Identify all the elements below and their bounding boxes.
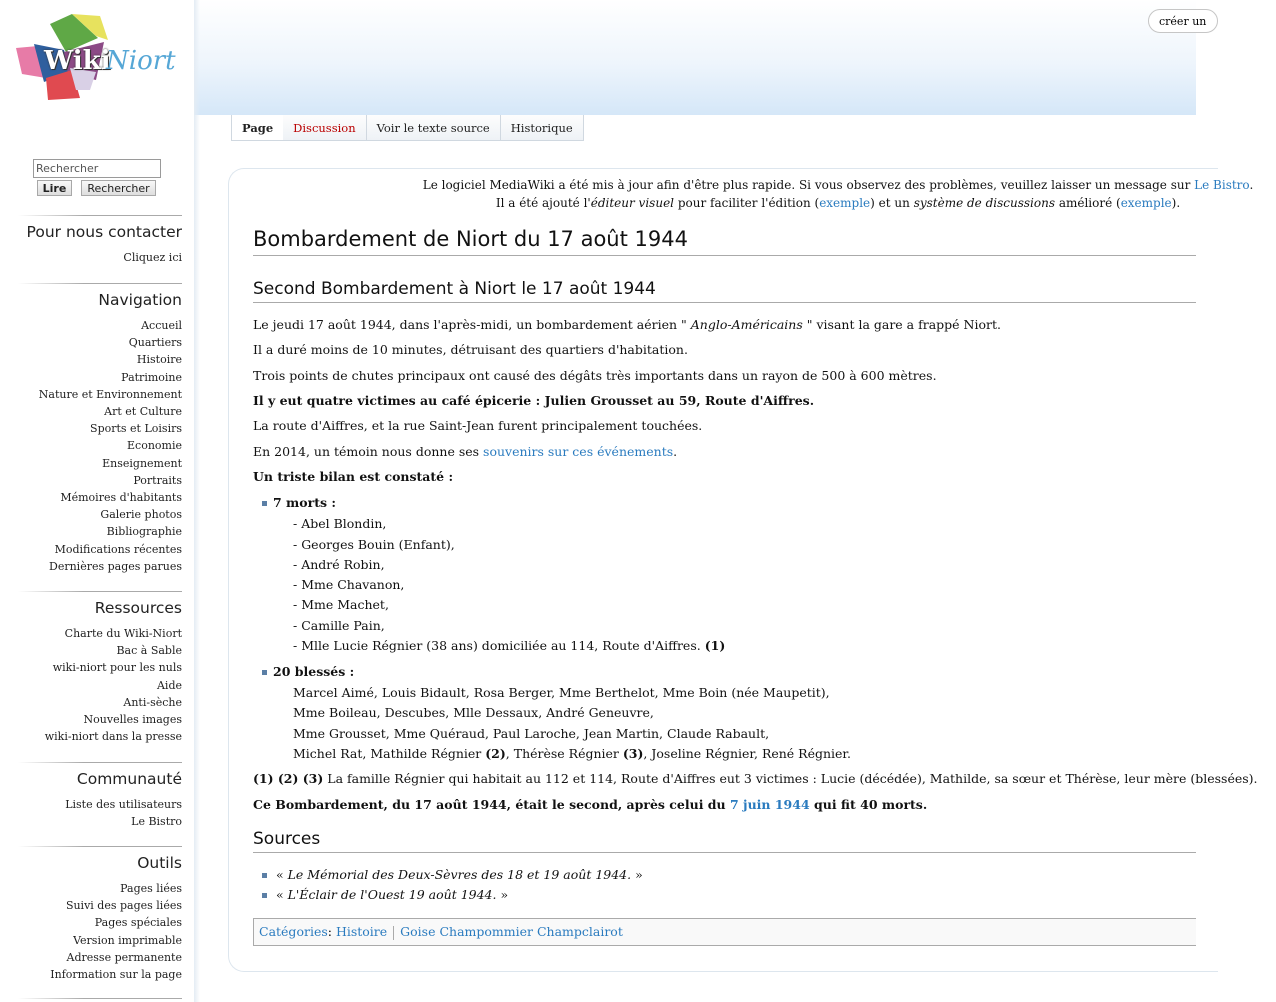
- notice-em: éditeur visuel: [590, 196, 675, 210]
- notice-em: système de discussions: [913, 196, 1055, 210]
- note-ref: (1): [704, 638, 726, 653]
- paragraph-bold: [253, 797, 927, 812]
- portal-navigation: [18, 283, 182, 575]
- sidebar-item-quartiers[interactable]: Quartiers: [128, 336, 182, 350]
- bullet-icon: [262, 893, 267, 898]
- sidebar-item-related-changes[interactable]: Suivi des pages liées: [65, 899, 182, 913]
- sidebar-item-charte[interactable]: Charte du Wiki-Niort: [64, 627, 182, 640]
- note-refs: (1) (2) (3): [253, 771, 324, 786]
- logo-text-wiki: Wiki: [44, 46, 111, 76]
- sidebar-item-sandbox[interactable]: Bac à Sable: [116, 644, 182, 658]
- colon: :: [327, 924, 336, 939]
- portal-title: Pour nous contacter: [26, 223, 182, 241]
- text: En 2014, un témoin nous donne ses: [253, 444, 484, 459]
- sidebar-item-nature[interactable]: Nature et Environnement: [38, 387, 182, 401]
- portal-title: Communauté: [76, 770, 182, 788]
- portal-title: Outils: [137, 854, 182, 872]
- paragraph: La route d'Aiffres, et la rue Saint-Jean furent principalement touchées.: [253, 418, 703, 433]
- portal-title: Navigation: [98, 291, 182, 309]
- note-ref: (2): [485, 746, 506, 761]
- text: »: [631, 867, 643, 882]
- june-1944-link[interactable]: 7 juin 1944: [730, 797, 810, 812]
- tab-discussion[interactable]: Discussion: [283, 115, 366, 141]
- tab-view-source[interactable]: Voir le texte source: [367, 115, 501, 141]
- page-title: Bombardement de Niort du 17 août 1944: [253, 227, 688, 251]
- sidebar-item-enseignement[interactable]: Enseignement: [102, 456, 182, 470]
- paragraph: [253, 444, 677, 459]
- portal-divider: [18, 591, 182, 592]
- dead-label: 7 morts :: [273, 495, 336, 510]
- text: «: [276, 867, 288, 882]
- section-heading: Second Bombardement à Niort le 17 août 1944: [253, 279, 656, 299]
- notice-text: ).: [1171, 196, 1181, 210]
- list-item: [293, 746, 851, 761]
- list-item: - Abel Blondin,: [293, 516, 387, 531]
- title-rule: [253, 255, 1196, 256]
- sidebar-item-recent-changes[interactable]: Modifications récentes: [54, 542, 182, 556]
- sidebar-item-sports[interactable]: Sports et Loisirs: [90, 422, 182, 436]
- text: - Mlle Lucie Régnier (38 ans) domiciliée au 114, Route d'Aiffres.: [293, 638, 705, 653]
- sidebar-item-galerie[interactable]: Galerie photos: [100, 508, 182, 522]
- category-goise[interactable]: Goise Champommier Champclairot: [400, 924, 623, 939]
- notice-text: Il a été ajouté l': [495, 196, 591, 210]
- notice-text: pour faciliter l'édition (: [674, 196, 820, 210]
- sidebar-shadow: [194, 0, 200, 1002]
- portal-divider: [18, 998, 182, 999]
- example-link-2[interactable]: exemple: [1120, 196, 1172, 210]
- portal-ressources: [18, 591, 182, 745]
- injured-label: 20 blessés :: [273, 664, 355, 679]
- example-link-1[interactable]: exemple: [819, 196, 871, 210]
- portal-divider: [18, 283, 182, 284]
- sidebar-item-art-culture[interactable]: Art et Culture: [104, 405, 182, 419]
- footnote-paragraph: [253, 771, 1258, 786]
- notice-text: .: [1249, 178, 1254, 192]
- em-text: Anglo-Américains: [690, 317, 803, 332]
- source-item: [276, 867, 643, 882]
- list-item: [293, 638, 725, 653]
- sidebar-item-accueil[interactable]: Accueil: [141, 319, 182, 332]
- text: «: [276, 887, 288, 902]
- sidebar-item-portraits[interactable]: Portraits: [133, 473, 182, 487]
- paragraph-bold: Il y eut quatre victimes au café épicerie : Julien Grousset au 59, Route d'Aiffres.: [253, 393, 815, 408]
- text: , Joseline Régnier, René Régnier.: [643, 746, 852, 761]
- source-title: L'Éclair de l'Ouest 19 août 1944.: [287, 887, 497, 902]
- portal-title: Ressources: [94, 599, 182, 617]
- section-rule: [253, 852, 1196, 853]
- search-button[interactable]: Rechercher: [81, 180, 156, 196]
- sidebar-item-economie[interactable]: Economie: [127, 439, 182, 453]
- sidebar-item-bistro[interactable]: Le Bistro: [131, 815, 182, 829]
- logo-text-niort: Niort: [106, 46, 176, 76]
- list-item: - Georges Bouin (Enfant),: [293, 537, 455, 552]
- category-links: [253, 918, 1196, 946]
- sidebar-item-bibliographie[interactable]: Bibliographie: [106, 525, 182, 539]
- sidebar-item-special-pages[interactable]: Pages spéciales: [94, 916, 182, 930]
- bullet-icon: [262, 873, 267, 878]
- text: " visant la gare a frappé Niort.: [802, 317, 1001, 332]
- text: La famille Régnier qui habitait au 112 et 114, Route d'Aiffres eut 3 victimes : Lucie (décédée), Mathilde, sa sœur et Thérèse, leur mère (blessées).: [323, 771, 1258, 786]
- bullet-icon: [262, 670, 267, 675]
- sidebar-item-printable[interactable]: Version imprimable: [73, 933, 182, 947]
- sidebar-item-press[interactable]: wiki-niort dans la presse: [44, 730, 182, 744]
- search-input[interactable]: Rechercher: [33, 159, 161, 178]
- text: , Thérèse Régnier: [505, 746, 623, 761]
- paragraph: [253, 317, 1001, 332]
- list-item: - André Robin,: [293, 557, 385, 572]
- notice-text: ) et un: [870, 196, 914, 210]
- paragraph: Il a duré moins de 10 minutes, détruisant des quartiers d'habitation.: [253, 342, 688, 357]
- list-item: - Camille Pain,: [293, 618, 385, 633]
- create-account-button[interactable]: créer un: [1148, 9, 1218, 33]
- souvenirs-link[interactable]: souvenirs sur ces événements: [483, 444, 674, 459]
- portal-outils: [18, 846, 182, 983]
- paragraph: Trois points de chutes principaux ont causé des dégâts très importants dans un rayon de 500 à 600 mètres.: [253, 368, 937, 383]
- portal-divider: [18, 762, 182, 763]
- sidebar-item-users[interactable]: Liste des utilisateurs: [65, 798, 182, 811]
- portal-contact: [18, 215, 182, 266]
- category-separator: [393, 926, 394, 940]
- sidebar-item-cheatsheet[interactable]: Anti-sèche: [123, 695, 182, 709]
- sidebar-item-whatlinkshere[interactable]: Pages liées: [120, 882, 182, 895]
- list-item: Marcel Aimé, Louis Bidault, Rosa Berger, Mme Berthelot, Mme Boin (née Maupetit),: [293, 685, 830, 700]
- list-item: - Mme Chavanon,: [293, 577, 405, 592]
- read-button[interactable]: Lire: [37, 180, 72, 196]
- tab-page[interactable]: Page: [231, 115, 284, 141]
- notice-text: Le logiciel MediaWiki a été mis à jour afin d'être plus rapide. Si vous observez des problèmes, veuillez laisser un message sur: [422, 178, 1195, 192]
- sidebar-item-contact[interactable]: Cliquez ici: [123, 251, 182, 264]
- list-item: - Mme Machet,: [293, 597, 389, 612]
- sidebar-item-new-images[interactable]: Nouvelles images: [83, 713, 182, 727]
- text: qui fit 40 morts.: [809, 797, 928, 812]
- header-band: [194, 0, 1196, 115]
- categories-label-link[interactable]: Catégories: [259, 924, 328, 939]
- sidebar-item-aide[interactable]: Aide: [156, 678, 182, 692]
- text: Michel Rat, Mathilde Régnier: [293, 746, 486, 761]
- section-heading-sources: Sources: [253, 829, 321, 849]
- source-item: [276, 887, 508, 902]
- note-ref: (3): [622, 746, 644, 761]
- sidebar-item-patrimoine[interactable]: Patrimoine: [121, 370, 182, 384]
- bistro-link[interactable]: Le Bistro: [1194, 178, 1250, 192]
- text: »: [496, 887, 509, 902]
- tab-history[interactable]: Historique: [501, 115, 584, 141]
- notice-text: amélioré (: [1055, 196, 1121, 210]
- portal-divider: [18, 215, 182, 216]
- site-logo[interactable]: [8, 12, 188, 104]
- bullet-icon: [262, 501, 267, 506]
- text: Ce Bombardement, du 17 août 1944, était le second, après celui du: [253, 797, 730, 812]
- list-item: Mme Boileau, Descubes, Mlle Dessaux, André Geneuvre,: [293, 705, 654, 720]
- portal-communaute: [18, 762, 182, 830]
- sidebar-item-latest-pages[interactable]: Dernières pages parues: [49, 559, 182, 573]
- sidebar-item-for-dummies[interactable]: wiki-niort pour les nuls: [52, 661, 182, 675]
- paragraph-bold: Un triste bilan est constaté :: [253, 469, 454, 484]
- site-notice: [400, 176, 1276, 212]
- notice-line-2: [400, 194, 1276, 212]
- source-title: Le Mémorial des Deux-Sèvres des 18 et 19 août 1944.: [287, 867, 632, 882]
- page-tabs: [231, 115, 584, 141]
- text: Le jeudi 17 août 1944, dans l'après-midi, un bombardement aérien ": [253, 317, 691, 332]
- notice-line-1: [400, 176, 1276, 194]
- sidebar-item-permalink[interactable]: Adresse permanente: [66, 950, 182, 964]
- section-rule: [253, 302, 1196, 303]
- text: .: [673, 444, 678, 459]
- sidebar-item-page-info[interactable]: Information sur la page: [50, 968, 182, 982]
- list-item: Mme Grousset, Mme Quéraud, Paul Laroche, Jean Martin, Claude Rabault,: [293, 726, 770, 741]
- portal-divider: [18, 846, 182, 847]
- category-histoire[interactable]: Histoire: [335, 924, 388, 939]
- sidebar-item-memoires[interactable]: Mémoires d'habitants: [60, 491, 182, 505]
- sidebar-item-histoire[interactable]: Histoire: [136, 353, 182, 367]
